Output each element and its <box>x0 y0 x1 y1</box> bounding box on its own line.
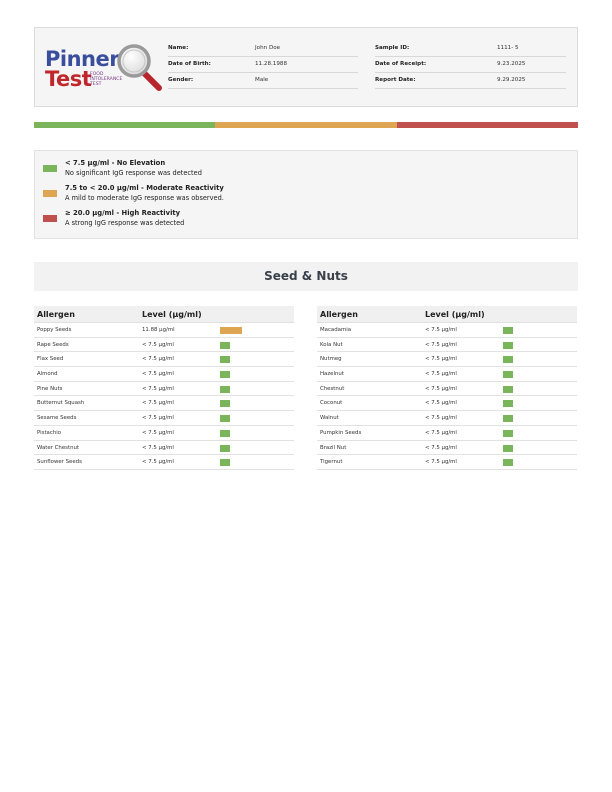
logo-word-test: Test <box>45 67 92 91</box>
allergen-level: < 7.5 µg/ml <box>425 356 457 363</box>
table-row <box>317 411 577 426</box>
patient-info-left <box>168 41 358 89</box>
allergen-level: < 7.5 µg/ml <box>425 385 457 392</box>
allergen-name: Rape Seeds <box>37 341 69 348</box>
level-bar <box>503 430 513 437</box>
allergen-table-right <box>317 306 577 470</box>
level-bar <box>503 415 513 422</box>
legend-swatch <box>43 215 57 222</box>
level-bar <box>503 445 513 452</box>
info-row-sample-id <box>375 41 566 57</box>
allergen-name: Coconut <box>320 400 343 407</box>
legend-description: No significant IgG response was detected <box>65 169 202 177</box>
color-bar-green <box>34 122 215 128</box>
info-row-name <box>168 41 358 57</box>
allergen-name: Sunflower Seeds <box>37 459 82 466</box>
legend-description: A mild to moderate IgG response was observed. <box>65 194 224 202</box>
info-value: 1111- 5 <box>497 45 519 51</box>
allergen-level: < 7.5 µg/ml <box>425 459 457 466</box>
patient-info-right <box>375 41 566 89</box>
table-row <box>34 367 294 382</box>
level-bar <box>503 386 513 393</box>
table-row <box>317 441 577 456</box>
info-label: Date of Birth: <box>168 61 211 67</box>
info-value: 9.23.2025 <box>497 61 526 67</box>
header-level: Level (µg/ml) <box>425 310 485 319</box>
allergen-name: Chestnut <box>320 385 345 392</box>
table-header <box>34 306 294 323</box>
info-value: 9.29.2025 <box>497 77 526 83</box>
severity-color-bar <box>34 122 578 128</box>
info-label: Report Date: <box>375 77 416 83</box>
logo-subtitle-line: FOOD <box>90 72 104 77</box>
level-bar <box>220 430 230 437</box>
allergen-level: < 7.5 µg/ml <box>142 371 174 378</box>
allergen-level: < 7.5 µg/ml <box>142 429 174 436</box>
allergen-name: Flax Seed <box>37 356 64 363</box>
table-row <box>317 338 577 353</box>
allergen-level: < 7.5 µg/ml <box>142 444 174 451</box>
allergen-name: Sesame Seeds <box>37 415 77 422</box>
allergen-level: < 7.5 µg/ml <box>142 341 174 348</box>
table-row <box>34 411 294 426</box>
level-bar <box>220 371 230 378</box>
allergen-level: < 7.5 µg/ml <box>142 415 174 422</box>
allergen-level: < 7.5 µg/ml <box>142 459 174 466</box>
allergen-name: Walnut <box>320 415 339 422</box>
level-bar <box>220 356 230 363</box>
info-row-dob <box>168 57 358 73</box>
table-row <box>34 441 294 456</box>
table-row <box>34 426 294 441</box>
level-bar <box>503 371 513 378</box>
table-row <box>34 382 294 397</box>
level-bar <box>503 459 513 466</box>
info-label: Gender: <box>168 77 194 83</box>
allergen-name: Nutmeg <box>320 356 342 363</box>
table-row <box>317 352 577 367</box>
level-bar <box>503 356 513 363</box>
level-bar <box>220 400 230 407</box>
level-bar <box>220 459 230 466</box>
allergen-name: Brazil Nut <box>320 444 347 451</box>
header-allergen: Allergen <box>320 310 358 319</box>
legend-swatch <box>43 190 57 197</box>
allergen-name: Pistachio <box>37 429 62 436</box>
table-row <box>317 455 577 470</box>
table-header <box>317 306 577 323</box>
magnifier-icon <box>115 42 163 92</box>
allergen-name: Pine Nuts <box>37 385 63 392</box>
table-row <box>34 323 294 338</box>
level-bar <box>220 342 230 349</box>
allergen-name: Water Chestnut <box>37 444 80 451</box>
logo-subtitle-line: INTOLERANCE <box>90 77 123 83</box>
color-bar-amber <box>215 122 396 128</box>
info-value: John Doe <box>255 45 281 51</box>
allergen-name: Almond <box>37 371 58 378</box>
table-row <box>317 426 577 441</box>
section-title: Seed & Nuts <box>34 262 578 291</box>
header-level: Level (µg/ml) <box>142 310 202 319</box>
allergen-level: < 7.5 µg/ml <box>425 327 457 333</box>
allergen-level: < 7.5 µg/ml <box>425 444 457 451</box>
table-row <box>34 338 294 353</box>
table-row <box>34 396 294 411</box>
level-bar <box>220 327 242 334</box>
info-row-report-date <box>375 73 566 89</box>
level-bar <box>220 445 230 452</box>
info-label: Sample ID: <box>375 45 410 51</box>
level-bar <box>503 400 513 407</box>
allergen-level: < 7.5 µg/ml <box>142 385 174 392</box>
logo-word-pinner: Pinner <box>45 47 120 71</box>
level-bar <box>220 415 230 422</box>
info-value: Male <box>255 77 269 83</box>
allergen-level: < 7.5 µg/ml <box>142 356 174 363</box>
table-row <box>317 382 577 397</box>
table-row <box>34 352 294 367</box>
allergen-name: Hazelnut <box>320 371 344 378</box>
level-legend <box>34 150 578 239</box>
allergen-level: < 7.5 µg/ml <box>425 341 457 348</box>
table-row <box>34 455 294 470</box>
allergen-level: < 7.5 µg/ml <box>142 400 174 407</box>
info-value: 11.28.1988 <box>255 61 288 67</box>
allergen-name: Butternut Squash <box>37 400 85 407</box>
header-allergen: Allergen <box>37 310 75 319</box>
info-label: Date of Receipt: <box>375 61 427 67</box>
table-row <box>317 323 577 338</box>
allergen-table-left <box>34 306 294 470</box>
allergen-level: < 7.5 µg/ml <box>425 371 457 378</box>
legend-title: 7.5 to < 20.0 µg/ml - Moderate Reactivity <box>65 184 224 192</box>
allergen-level: 11.88 µg/ml <box>142 327 175 333</box>
allergen-level: < 7.5 µg/ml <box>425 400 457 407</box>
table-row <box>317 367 577 382</box>
allergen-level: < 7.5 µg/ml <box>425 415 457 422</box>
info-row-receipt-date <box>375 57 566 73</box>
color-bar-red <box>397 122 578 128</box>
legend-swatch <box>43 165 57 172</box>
allergen-name: Macadamia <box>320 327 351 333</box>
allergen-name: Poppy Seeds <box>37 327 72 333</box>
allergen-name: Tigernut <box>320 459 343 466</box>
allergen-name: Kola Nut <box>320 341 343 348</box>
level-bar <box>220 386 230 393</box>
allergen-name: Pumpkin Seeds <box>320 429 362 436</box>
legend-title: < 7.5 µg/ml - No Elevation <box>65 159 166 167</box>
report-header <box>34 27 578 107</box>
pinner-test-logo <box>45 42 163 94</box>
info-row-gender <box>168 73 358 89</box>
info-label: Name: <box>168 45 189 51</box>
legend-title: ≥ 20.0 µg/ml - High Reactivity <box>65 209 181 217</box>
legend-description: A strong IgG response was detected <box>65 219 185 227</box>
table-row <box>317 396 577 411</box>
level-bar <box>503 327 513 334</box>
logo-subtitle-line: TEST <box>90 82 102 88</box>
allergen-level: < 7.5 µg/ml <box>425 429 457 436</box>
level-bar <box>503 342 513 349</box>
